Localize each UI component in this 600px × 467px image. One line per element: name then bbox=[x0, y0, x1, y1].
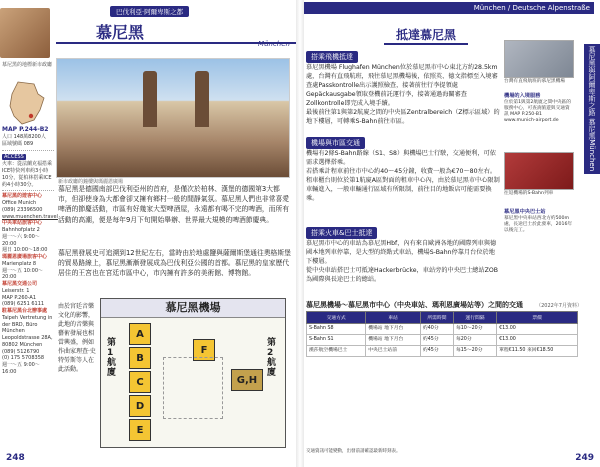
section-heading: 搭乘火車&巴士抵達 bbox=[306, 227, 377, 239]
section-text: 若搭乘計程車前往市中心約40～45分鐘，收費一般為€70～80左右。 bbox=[306, 167, 497, 175]
side-card-bus bbox=[504, 208, 574, 234]
table-note: （2022年7月資料） bbox=[536, 303, 582, 309]
section-text: 機場有2條S-Bahn路線（S1、S8）與機場巴士行駛，交通便利，可依需求選擇搭乘。 bbox=[306, 150, 496, 166]
history-paragraph: 慕尼黑發展史可追溯到12世紀左右，當時由於地處鹽與薩爾斯堡通往奧格斯堡的貿易路線上，慕尼黑漸漸發展成為巴伐利亞公國的首都。慕尼黑的皇家歷代居住的王宮也在宮廷市區中心，市內擁有許多的美術館、博物館。 bbox=[58, 249, 291, 278]
section-text: 最後前往第1與第2航廈之間的中央區Zentralbereich（Z標示區域）的地下樓層，可轉乘S-Bahn前往市區。 bbox=[306, 108, 500, 125]
map-block-c: C bbox=[129, 371, 151, 393]
germany-map-icon bbox=[4, 80, 48, 126]
cell: 機場站 地下月台 bbox=[366, 334, 421, 345]
church-tower bbox=[143, 71, 157, 127]
cell: €13.00 bbox=[497, 334, 578, 345]
marien-title: 瑪麗恩廣場旅客中心 bbox=[2, 254, 48, 261]
access-text: 火車：從法蘭克福搭乘ICE特快列車約3小時10分，從柏林搭乘ICE約4小時30分。 bbox=[2, 161, 53, 188]
cell: 單程€11.50 來回€18.50 bbox=[497, 345, 578, 356]
col-header: 所需時間 bbox=[420, 312, 453, 324]
taiwan-phone: (089) 5126790 bbox=[2, 348, 40, 355]
photo-caption: 新市政廳的鐘樓與瑪麗恩廣場 bbox=[58, 179, 124, 185]
divider bbox=[2, 150, 54, 151]
page-title: 慕尼黑 bbox=[96, 23, 145, 42]
page-title: 抵達慕尼黑 bbox=[384, 26, 468, 45]
cell: S-Bahn S8 bbox=[307, 324, 366, 335]
area-code: 區域號碼 089 bbox=[2, 140, 34, 147]
ticket-map: MAP P.260-A1 bbox=[2, 294, 37, 301]
footnote: 交通資訊可能變動，出發前請確認最新時刻表。 bbox=[306, 449, 401, 454]
cell: 每20分 bbox=[453, 334, 496, 345]
taiwan-title: 駐慕尼黑台北辦事處 bbox=[2, 308, 48, 315]
side-card-airport bbox=[504, 40, 574, 85]
section-heading: 搭乘飛機抵達 bbox=[306, 51, 358, 63]
taiwan-hours: 週一～五 9:00～16:00 bbox=[2, 362, 40, 375]
left-page bbox=[0, 0, 296, 467]
col-header: 車站 bbox=[366, 312, 421, 324]
access-label: ACCESS bbox=[4, 153, 24, 160]
info-sidebar bbox=[2, 126, 58, 376]
tourist-phone: (089) 23396500 bbox=[2, 206, 43, 213]
center-addr: Bahnhofplatz 2 bbox=[2, 227, 40, 234]
page-number: 248 bbox=[6, 453, 25, 463]
table-row bbox=[307, 334, 578, 345]
train-photo bbox=[504, 152, 574, 190]
divider bbox=[2, 190, 54, 191]
right-page bbox=[304, 0, 600, 467]
table-row bbox=[307, 345, 578, 356]
card-caption: 台灣有直飛航班的慕尼黑機場 bbox=[504, 79, 565, 84]
taiwan-addr: Leopoldstrasse 28A, 80802 München bbox=[2, 335, 53, 348]
section-train-bus bbox=[306, 220, 500, 285]
section-airport-transit bbox=[306, 130, 500, 204]
page-number: 249 bbox=[575, 453, 594, 463]
section-text: 慕尼黑市中心的車站為慕尼黑Hbf，內有來自歐洲各地的國際列車與德國本地列車停靠，是大型的終點式車站，機場S-Bahn停靠月台位於地下樓層。 bbox=[306, 240, 497, 265]
cell: 每10～20分 bbox=[453, 324, 496, 335]
airport-map-title: 慕尼黑機場 bbox=[101, 299, 285, 318]
intro-paragraph: 慕尼黑是德國南部巴伐利亞州的首府，是僅次於柏林、漢堡的德國第3大都市，但卻使身為大都會卻又擁有鄉村一般的閒靜氣氛。慕尼黑人們也非常喜愛啤酒的節慶活動，市區有好幾家大型啤酒屋，永遠都有喝不完的啤酒，而所有活動的高潮，便是每年9月下旬開始舉辦、世界最大規模的啤酒節慶典。 bbox=[58, 185, 290, 224]
airport-map bbox=[100, 298, 286, 448]
corner-photo bbox=[0, 8, 50, 58]
section-header: München / Deutsche Alpenstraße bbox=[304, 2, 594, 14]
airport-photo bbox=[504, 40, 574, 78]
map-block-d: D bbox=[129, 395, 151, 417]
cell: 中央巴士站前 bbox=[366, 345, 421, 356]
section-text: 租車櫃台則位於第1航廈A區對面的租車中心內，由於慕尼黑市中心限制車輛進入，一般車輛通行區域有所限制，前往目的地飯店可能需要換乘。 bbox=[306, 176, 500, 202]
terminal-2-label: 第2航廈 bbox=[267, 338, 277, 378]
center-hours-1: 週一～六 9:00～20:00 bbox=[2, 233, 40, 247]
cell: S-Bahn S1 bbox=[307, 334, 366, 345]
center-hours-2: 週日 10:00～18:00 bbox=[2, 247, 48, 254]
section-text: 從中央車站搭巴士可抵達Hackerbrücke，車站旁的中央巴士總站ZOB為國際與長途巴士的總站。 bbox=[306, 266, 499, 283]
section-text: 慕尼黑機場 Flughafen München位於慕尼黑市中心東北方約28.5km處，台灣有直飛航班，飛往慕尼黑機場後，依照英、德文指標至入境審查處Passkontrolle出示護照檢查，接著前往行李提領處Gepäckausgabe領取登機前託運行李，接著通過海關審查Zollkontrolle即完成入境手續。 bbox=[306, 64, 498, 107]
central-area bbox=[163, 357, 223, 419]
taiwan-name: Taipeh Vertretung in der BRD, Büro München bbox=[2, 314, 53, 335]
col-header: 運行間隔 bbox=[453, 312, 496, 324]
card-text: 位於第1與第2航廈之間中央區的服務中心，可查詢旅遊與交通資訊 MAP P.250-B1 www.munich-airport.de bbox=[504, 100, 571, 124]
table-row bbox=[307, 324, 578, 335]
terminal-1-label: 第1航廈 bbox=[107, 338, 117, 378]
center-title: 中央車站旅客中心 bbox=[2, 220, 43, 227]
table-title: 慕尼黑機場～慕尼黑市中心（中央車站、瑪利恩廣場站等）之間的交通 bbox=[306, 301, 523, 309]
ticket-title: 慕尼黑交通公司 bbox=[2, 281, 38, 288]
cell: 機場站 地下月台 bbox=[366, 324, 421, 335]
taiwan-emergency: (0) 175 5708358 bbox=[2, 355, 45, 362]
map-block-b: B bbox=[129, 347, 151, 369]
cell: €13.00 bbox=[497, 324, 578, 335]
col-header: 交通方式 bbox=[307, 312, 366, 324]
corner-caption: 慕尼黑的地標新市政廳 bbox=[2, 62, 53, 68]
side-paragraph: 由於宮廷音樂文化的影響，此地的音樂與藝術發展也相當興盛，例如作曲家理查·史特勞斯等人在此活動。 bbox=[58, 303, 96, 373]
cell: 約40分 bbox=[420, 324, 453, 335]
cell: 約45分 bbox=[420, 345, 453, 356]
transport-table bbox=[306, 311, 578, 357]
map-block-gh: G,H bbox=[231, 369, 263, 391]
map-block-e: E bbox=[129, 419, 151, 441]
card-heading: 機場的入境服務 bbox=[504, 93, 541, 99]
card-caption: 往返機場的S-Bahn列車 bbox=[504, 191, 554, 196]
ticket-addr: Leiserstr. 1 bbox=[2, 287, 30, 294]
city-photo bbox=[56, 58, 290, 178]
cell: 約45分 bbox=[420, 334, 453, 345]
top-tag: 巴伐利亞·阿爾卑斯之都 bbox=[110, 6, 189, 17]
map-block-f: F bbox=[193, 339, 215, 361]
section-heading: 機場與市區交通 bbox=[306, 137, 365, 149]
marien-addr: Marienplatz 8 bbox=[2, 260, 37, 267]
chapter-tab: 慕尼黑與阿爾卑斯之路 慕尼黑München bbox=[584, 44, 600, 174]
col-header: 票價 bbox=[497, 312, 578, 324]
map-ref: MAP P.244-B2 bbox=[2, 126, 49, 133]
church-tower bbox=[195, 71, 209, 127]
book-gutter bbox=[296, 0, 304, 467]
section-fly bbox=[306, 44, 500, 127]
tourist-info-title: 慕尼黑的遊客中心 bbox=[2, 193, 43, 200]
cell: 每15～20分 bbox=[453, 345, 496, 356]
side-card-service bbox=[504, 92, 574, 124]
table-header-row bbox=[307, 312, 578, 324]
card-text: 慕尼黑中央車站西北方約500m處，長途巴士於此發車，2016年以後完工。 bbox=[504, 216, 573, 234]
cell: 漢莎航空機場巴士 bbox=[307, 345, 366, 356]
card-heading: 慕尼黑中央巴士站 bbox=[504, 209, 546, 215]
map-block-a: A bbox=[129, 323, 151, 345]
side-card-train bbox=[504, 152, 574, 197]
page-subtitle: München bbox=[258, 40, 290, 48]
marien-hours: 週一～五 10:00～20:00 bbox=[2, 267, 43, 281]
tourist-office: Office Munich bbox=[2, 200, 37, 207]
tourist-web[interactable]: www.muenchen.travel bbox=[2, 213, 58, 220]
population: 人口 148萬8200人 bbox=[2, 134, 46, 141]
ticket-phone: (089) 6251 6111 bbox=[2, 301, 45, 308]
